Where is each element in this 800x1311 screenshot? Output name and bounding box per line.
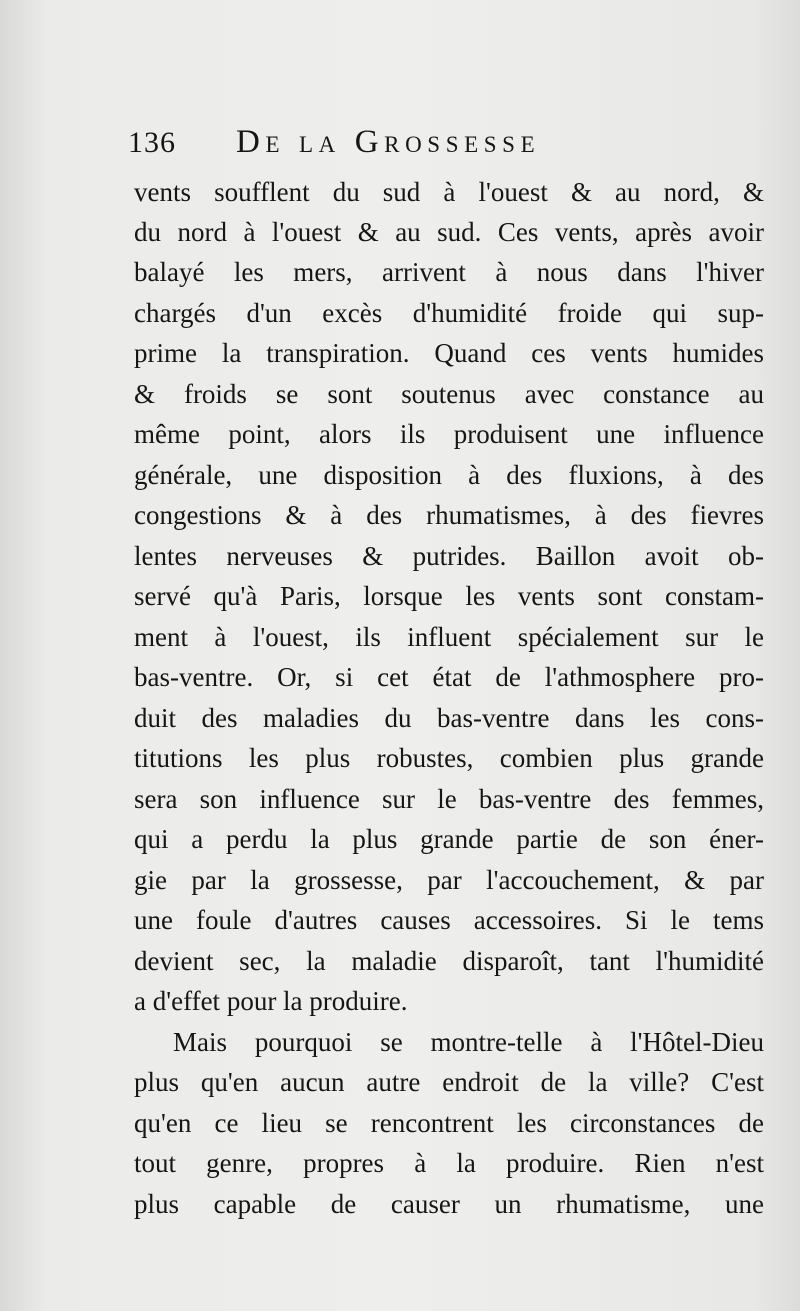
running-head: De la Grossesse bbox=[236, 124, 541, 160]
text-line: sera son influence sur le bas-ventre des femmes, bbox=[134, 784, 764, 814]
text-line: balayé les mers, arrivent à nous dans l'hiver bbox=[134, 257, 764, 287]
text-line: qu'en ce lieu se rencontrent les circonstances de bbox=[134, 1108, 764, 1138]
text-line: plus capable de causer un rhumatisme, une bbox=[134, 1189, 764, 1219]
text-line: même point, alors ils produisent une influence bbox=[134, 419, 764, 449]
text-line: & froids se sont soutenus avec constance au bbox=[134, 379, 764, 409]
text-line: titutions les plus robustes, combien plus grande bbox=[134, 743, 764, 773]
text-line: plus qu'en aucun autre endroit de la ville? C'est bbox=[134, 1067, 764, 1097]
text-line: chargés d'un excès d'humidité froide qui sup- bbox=[134, 298, 764, 328]
text-line: une foule d'autres causes accessoires. Si le tems bbox=[134, 905, 764, 935]
text-line: congestions & à des rhumatismes, à des fievres bbox=[134, 500, 764, 530]
text-line: devient sec, la maladie disparoît, tant l'humidité bbox=[134, 946, 764, 976]
text-line: ment à l'ouest, ils influent spécialement sur le bbox=[134, 622, 764, 652]
text-line: tout genre, propres à la produire. Rien n'est bbox=[134, 1148, 764, 1178]
text-line: bas-ventre. Or, si cet état de l'athmosphere pro- bbox=[134, 662, 764, 692]
text-line: vents soufflent du sud à l'ouest & au nord, & bbox=[134, 177, 764, 207]
text-line: servé qu'à Paris, lorsque les vents sont constam- bbox=[134, 581, 764, 611]
text-line: a d'effet pour la produire. bbox=[134, 986, 408, 1016]
text-line: gie par la grossesse, par l'accouchement, & par bbox=[134, 865, 764, 895]
text-line: Mais pourquoi se montre-telle à l'Hôtel-Dieu bbox=[173, 1027, 764, 1057]
text-line: prime la transpiration. Quand ces vents humides bbox=[134, 338, 764, 368]
page-number: 136 bbox=[128, 126, 176, 159]
page-header bbox=[128, 124, 688, 168]
text-line: du nord à l'ouest & au sud. Ces vents, après avoir bbox=[134, 217, 764, 247]
text-line: lentes nerveuses & putrides. Baillon avoit ob- bbox=[134, 541, 764, 571]
text-line: générale, une disposition à des fluxions, à des bbox=[134, 460, 764, 490]
text-line: duit des maladies du bas-ventre dans les cons- bbox=[134, 703, 764, 733]
text-line: qui a perdu la plus grande partie de son éner- bbox=[134, 824, 764, 854]
